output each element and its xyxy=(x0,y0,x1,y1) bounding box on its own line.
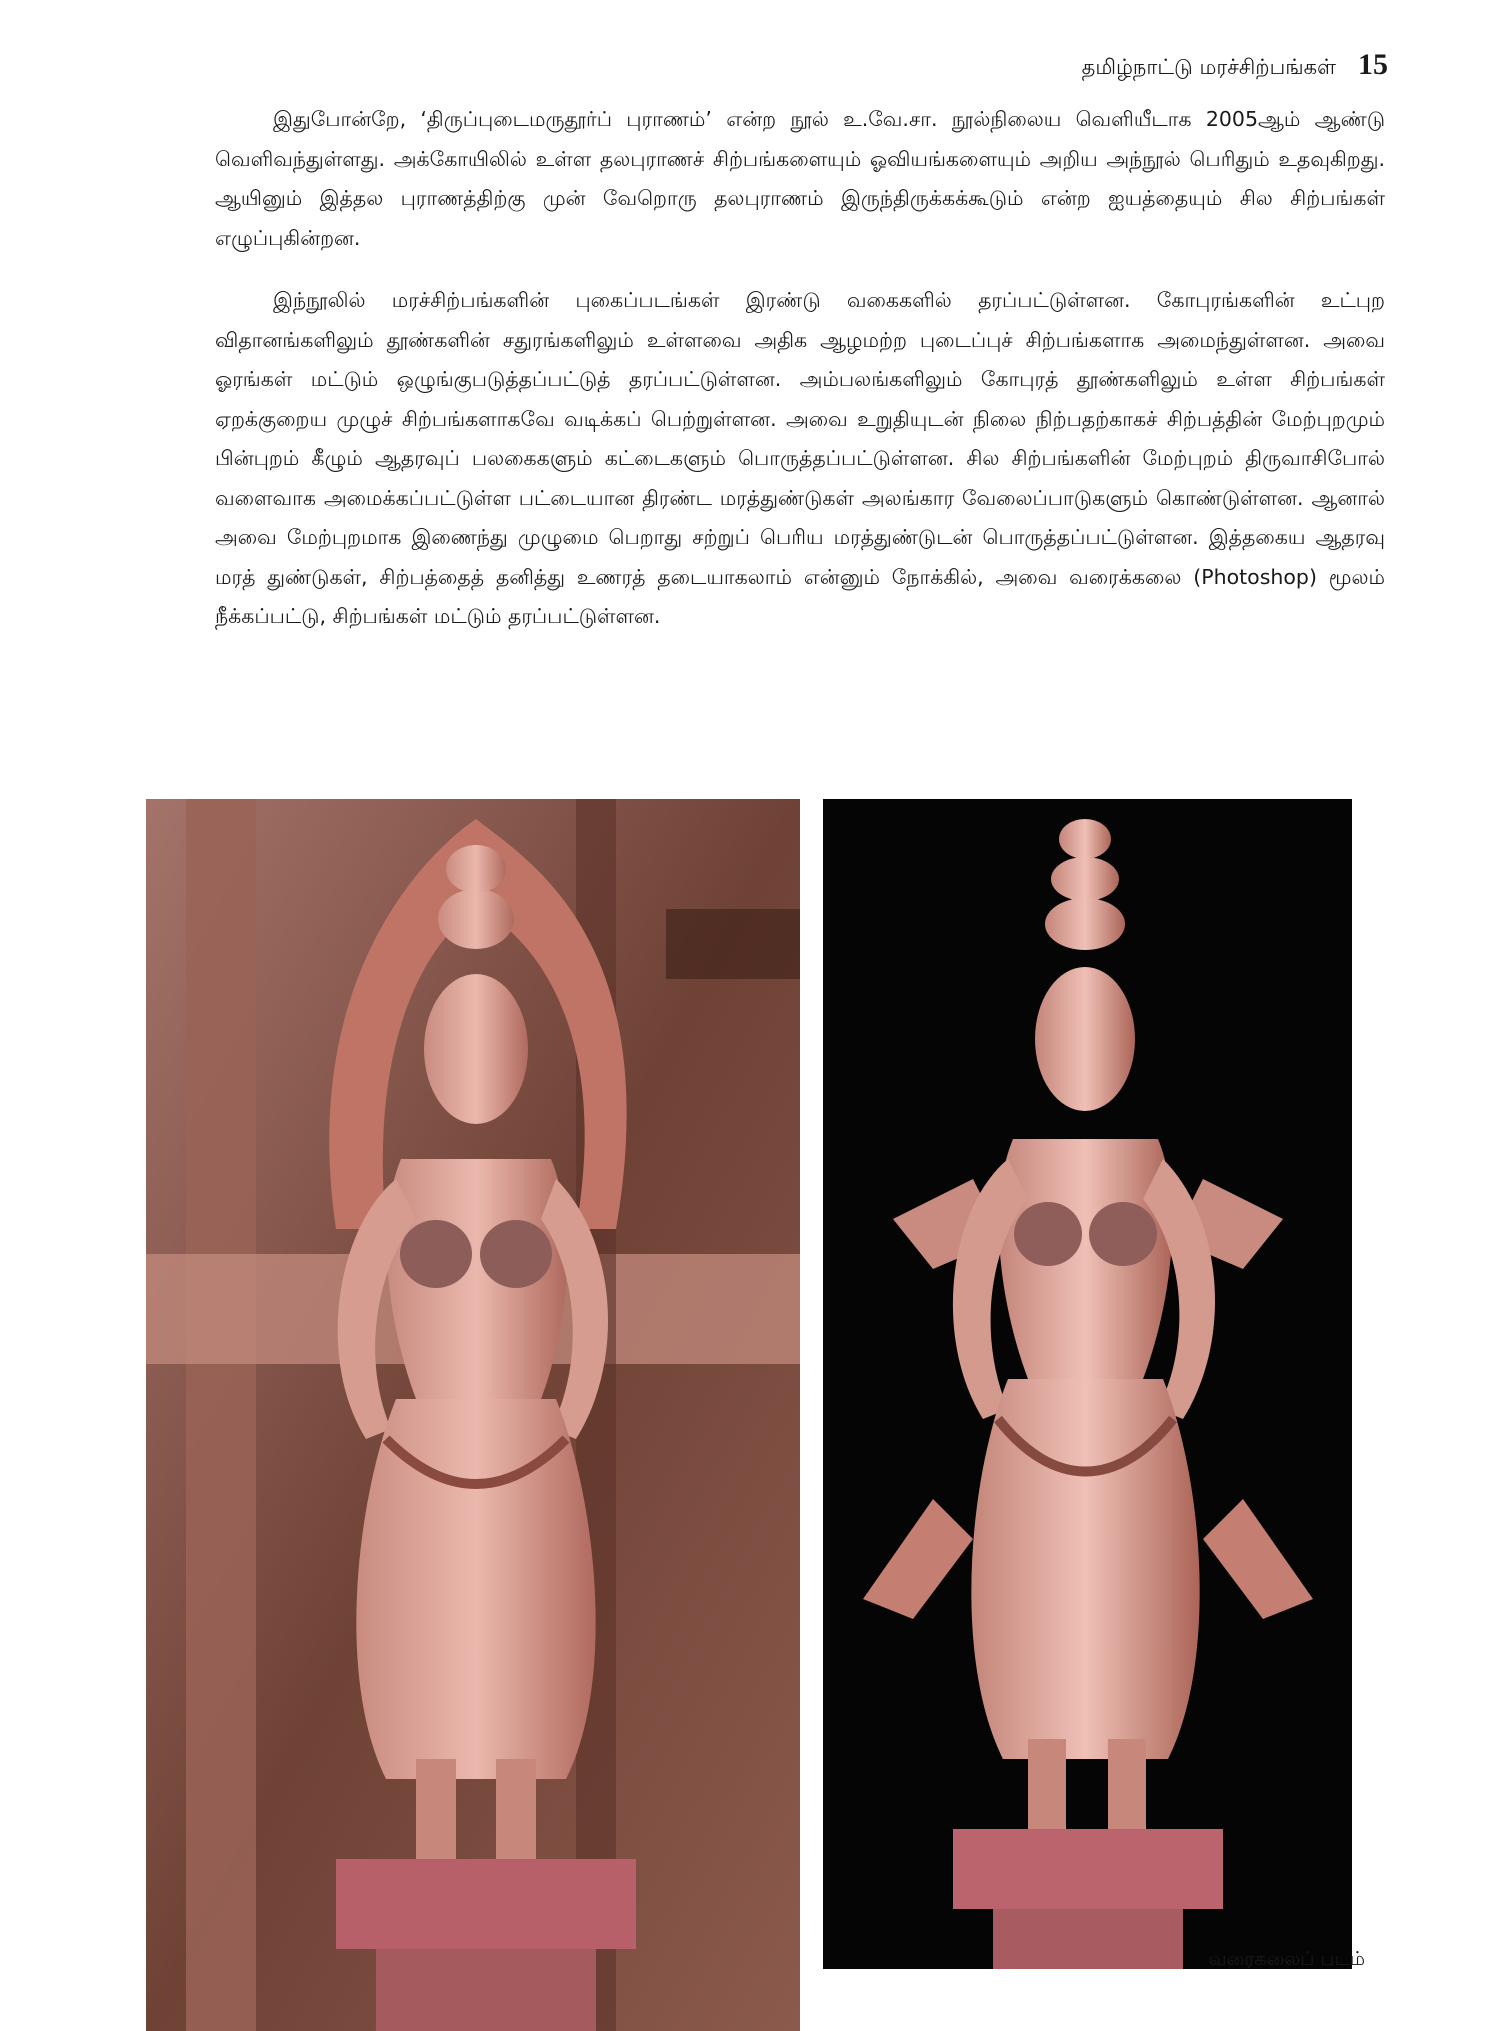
paragraph-2: இந்நூலில் மரச்சிற்பங்களின் புகைப்படங்கள் இரண்டு வகைகளில் தரப்பட்டுள்ளன. கோபுரங்களின் உட்புற விதானங்களிலும் தூண்களின் சதுரங்களிலும் உள்ளவை அதிக ஆழமற்ற புடைப்புச் சிற்பங்களாக அமைந்துள்ளன. அவை ஓரங்கள் மட்டும் ஒழுங்குபடுத்தப்பட்டுத் தரப்பட்டுள்ளன. அம்பலங்களிலும் கோபுரத் தூண்களிலும் உள்ள சிற்பங்கள் ஏறக்குறைய முழுச் சிற்பங்களாகவே வடிக்கப் பெற்றுள்ளன. அவை உறுதியுடன் நிலை நிற்பதற்காகச் சிற்பத்தின் மேற்புறமும் பின்புறம் கீழும் ஆதரவுப் பலகைகளும் கட்டைகளும் பொருத்தப்பட்டுள்ளன. சில சிற்பங்களின் மேற்புறம் திருவாசிபோல் வளைவாக அமைக்கப்பட்டுள்ள பட்டையான திரண்ட மரத்துண்டுகள் அலங்கார வேலைப்பாடுகளும் கொண்டுள்ளன. ஆனால் அவை மேற்புறமாக இணைந்து முழுமை பெறாது சற்றுப் பெரிய மரத்துண்டுடன் பொருத்தப்பட்டுள்ளன. இத்தகைய ஆதரவு மரத் துண்டுகள், சிற்பத்தைத் தனித்து உணரத் தடையாகலாம் என்னும் நோக்கில், அவை வரைக்கலை (Photoshop) மூலம் நீக்கப்பட்டு, சிற்பங்கள் மட்டும் தரப்பட்டுள்ளன. xyxy=(215,288,1385,628)
sculpture-isolated-image xyxy=(823,799,1352,1969)
page-header xyxy=(1082,48,1388,82)
figure-caption: வரைகலைப் படம் xyxy=(1208,1948,1365,1970)
photo-background-removed xyxy=(823,799,1352,1969)
running-title: தமிழ்நாட்டு மரச்சிற்பங்கள் xyxy=(1081,55,1336,79)
sculpture-with-frame-image xyxy=(146,799,800,2031)
paragraph-1: இதுபோன்றே, ‘திருப்புடைமருதூர்ப் புராணம்’ என்ற நூல் உ.வே.சா. நூல்நிலைய வெளியீடாக 2005ஆம் ஆண்டு வெளிவந்துள்ளது. அக்கோயிலில் உள்ள தலபுராணச் சிற்பங்களையும் ஓவியங்களையும் அறிய அந்நூல் பெரிதும் உதவுகிறது. ஆயினும் இத்தல புராணத்திற்கு முன் வேறொரு தலபுராணம் இருந்திருக்கக்கூடும் என்ற ஐயத்தையும் சில சிற்பங்கள் எழுப்புகின்றன. xyxy=(215,107,1385,250)
page-number: 15 xyxy=(1358,48,1388,81)
body-text xyxy=(215,100,1385,660)
photo-original xyxy=(146,799,800,2031)
